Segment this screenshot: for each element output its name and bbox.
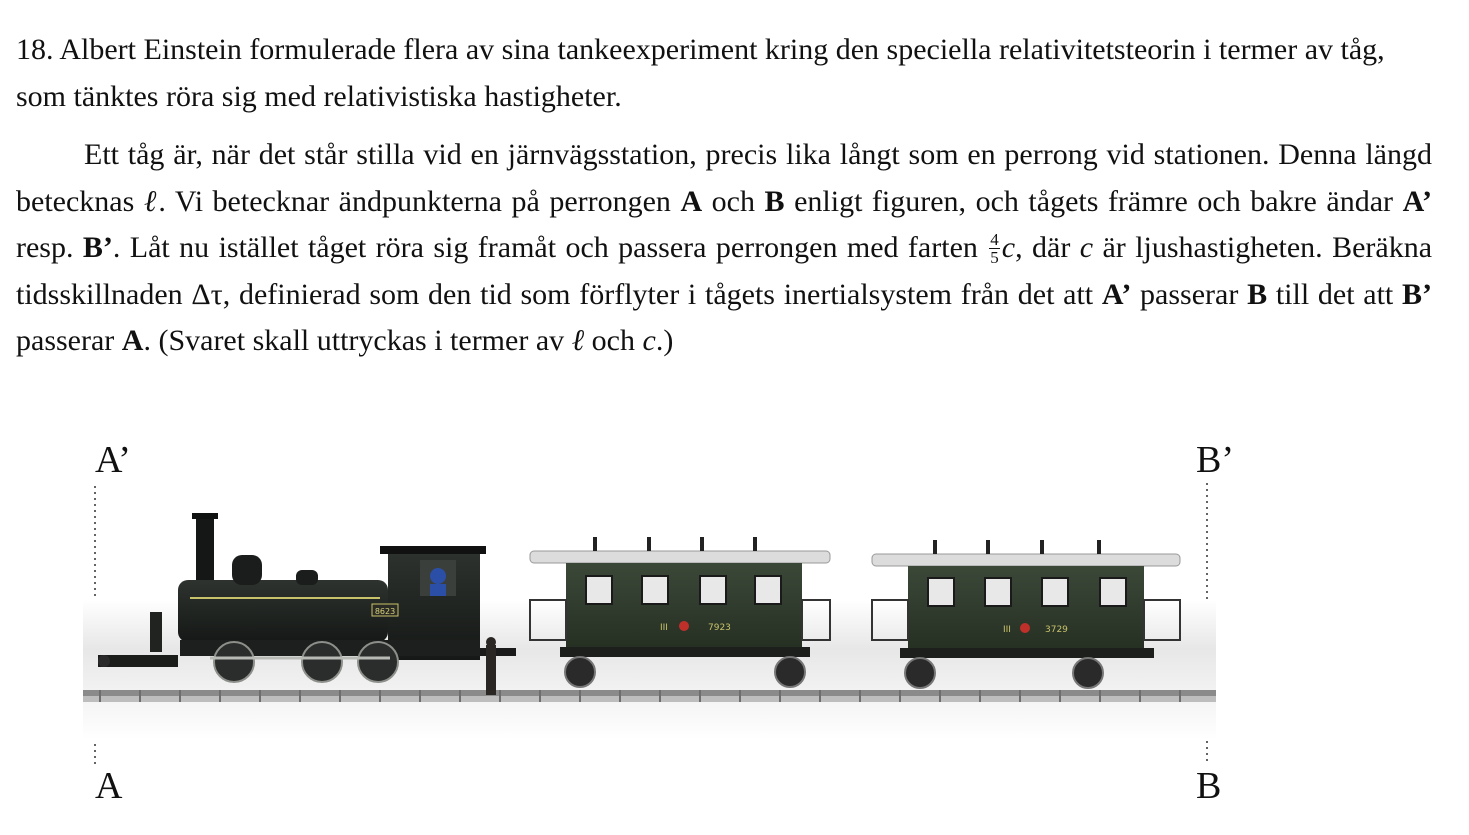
carriage-2-class: III <box>1003 625 1011 635</box>
body-text: . (Svaret skall uttryckas i termer av <box>143 324 565 357</box>
symbol-B: B <box>1247 277 1268 311</box>
symbol-c: c <box>1079 231 1094 264</box>
symbol-c: c <box>1001 231 1016 264</box>
symbol-ell: ℓ <box>571 324 585 357</box>
body-text: passerar <box>16 324 115 357</box>
symbol-B: B <box>764 184 785 218</box>
body-text: enligt figuren, och tågets främre och bakre ändar <box>794 184 1394 218</box>
carriage-2-roof <box>872 554 1180 566</box>
body-text: .) <box>655 324 674 357</box>
symbol-A-prime: A’ <box>1101 277 1132 311</box>
problem-number: 18. <box>16 33 54 66</box>
body-text: och <box>711 184 755 218</box>
carriage-1-class: III <box>660 623 668 633</box>
label-B-prime: B’ <box>1196 439 1234 481</box>
body-text: och <box>591 324 635 357</box>
label-B: B <box>1196 765 1222 807</box>
symbol-A-prime: A’ <box>1402 184 1432 218</box>
person-figure <box>486 645 496 695</box>
locomotive-boiler <box>178 580 388 642</box>
symbol-c: c <box>642 324 656 357</box>
locomotive-dome <box>232 555 262 585</box>
symbol-ell: ℓ <box>143 184 159 218</box>
symbol-A: A <box>680 184 703 218</box>
body-text: resp. <box>16 231 74 264</box>
fraction-numerator: 4 <box>990 230 999 250</box>
body-text: till det att <box>1275 277 1394 311</box>
engineer-figure <box>430 568 446 584</box>
carriage-1-emblem <box>679 621 689 631</box>
rail-track <box>83 690 1216 696</box>
label-A: A <box>95 765 123 807</box>
locomotive-number: 8623 <box>374 607 396 616</box>
carriage-2-emblem <box>1020 623 1030 633</box>
body-text: . Låt nu istället tåget röra sig framåt och passera perrongen med farten <box>112 231 978 264</box>
body-text: , definierad som den tid som förflyter i tågets inertialsystem från det att <box>222 277 1094 311</box>
rail-track-base <box>83 696 1216 702</box>
body-text: Ett tåg är, när det står stilla vid en järnvägsstation, precis lika långt som en perrong vid stationen. Denna längd betecknas <box>16 138 1432 218</box>
locomotive-chimney <box>196 515 214 585</box>
symbol-B-prime: B’ <box>82 231 113 264</box>
symbol-B-prime: B’ <box>1402 277 1432 311</box>
intro-text: Albert Einstein formulerade flera av sina tankeexperiment kring den speciella relativitetsteorin i termer av tåg, som tänktes röra sig med relativistiska hastigheter. <box>16 33 1385 113</box>
fraction-denominator: 5 <box>990 248 999 268</box>
symbol-A: A <box>121 324 144 357</box>
label-A-prime: A’ <box>95 439 131 481</box>
body-text: passerar <box>1140 277 1239 311</box>
symbol-delta-tau: Δτ <box>191 277 223 311</box>
carriage-1-roof <box>530 551 830 563</box>
body-text: . Vi betecknar ändpunkterna på perrongen <box>158 184 671 218</box>
carriage-2-number: 3729 <box>1045 625 1068 635</box>
body-text: är ljushastigheten. Beräkna tidsskillnaden <box>16 231 1433 311</box>
carriage-1-number: 7923 <box>708 623 731 633</box>
body-text: , där <box>1015 231 1071 264</box>
